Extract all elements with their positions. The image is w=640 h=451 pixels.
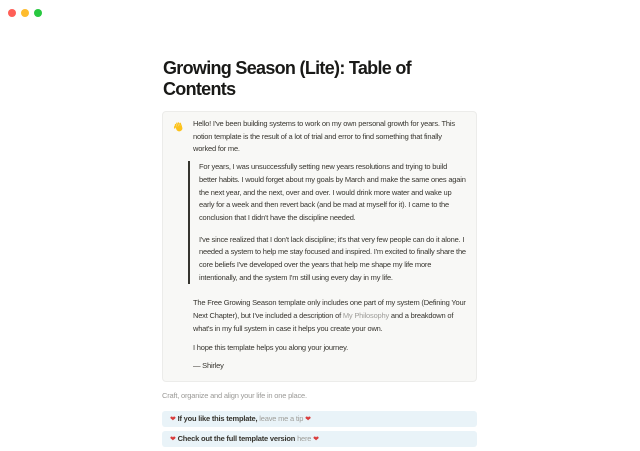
template-description-paragraph (193, 297, 466, 335)
quote-block (188, 161, 466, 284)
quote-paragraph-1: For years, I was unsuccessfully setting new years resolutions and trying to build better habits. I would forget about my goals by March and make the same ones again the next year, and the next, over and over. I would drink more water and wake up early for a week and then revert back (and be mad at myself for it). I came to the conclusion that I didn't have the discipline needed. (199, 162, 466, 222)
heart-icon: ❤ (170, 435, 176, 443)
tip-banner-text: If you like this template, (177, 414, 258, 424)
leave-tip-link[interactable]: leave me a tip (259, 414, 304, 424)
description-text-after-link: and a breakdown of what's in my full system in case it helps you create your own. (193, 311, 454, 333)
waving-hand-icon (170, 119, 187, 137)
callout-block[interactable] (162, 111, 477, 382)
tip-banner (162, 411, 477, 427)
heart-icon: ❤ (313, 435, 319, 443)
page-caption: Craft, organize and align your life in one place. (162, 390, 307, 400)
full-version-banner-text: Check out the full template version (177, 434, 298, 444)
notion-page (162, 58, 477, 451)
full-version-banner (162, 431, 477, 447)
page-title[interactable]: Growing Season (Lite): Table of Contents (163, 58, 411, 99)
description-text-before-link: The Free Growing Season template only includes one part of my system (Defining Your Next Chapter), but I've included a description of (193, 298, 466, 321)
heart-icon: ❤ (170, 415, 176, 423)
close-window-button[interactable] (8, 9, 16, 17)
zoom-window-button[interactable] (34, 9, 42, 17)
window-controls (8, 9, 42, 17)
intro-paragraph: Hello! I've been building systems to work on my own personal growth for years. This notion template is the result of a lot of trial and error to find something that finally worked for me. (193, 119, 455, 154)
quote-paragraph-2: I've since realized that I don't lack discipline; it's that very few people can do it alone. I needed a system to help me stay focused and inspired. I'm excited to finally share the core beliefs I've developed over the years that help me shape my life more intentionally, and the system I'm still using every day in my life. (199, 234, 466, 282)
full-version-here-link[interactable]: here (297, 434, 312, 444)
hope-paragraph: I hope this template helps you along your journey. (193, 342, 348, 352)
signature: — Shirley (193, 361, 224, 371)
heart-icon: ❤ (305, 415, 311, 423)
callout-content (193, 118, 466, 373)
minimize-window-button[interactable] (21, 9, 29, 17)
my-philosophy-link[interactable]: My Philosophy (342, 311, 390, 321)
